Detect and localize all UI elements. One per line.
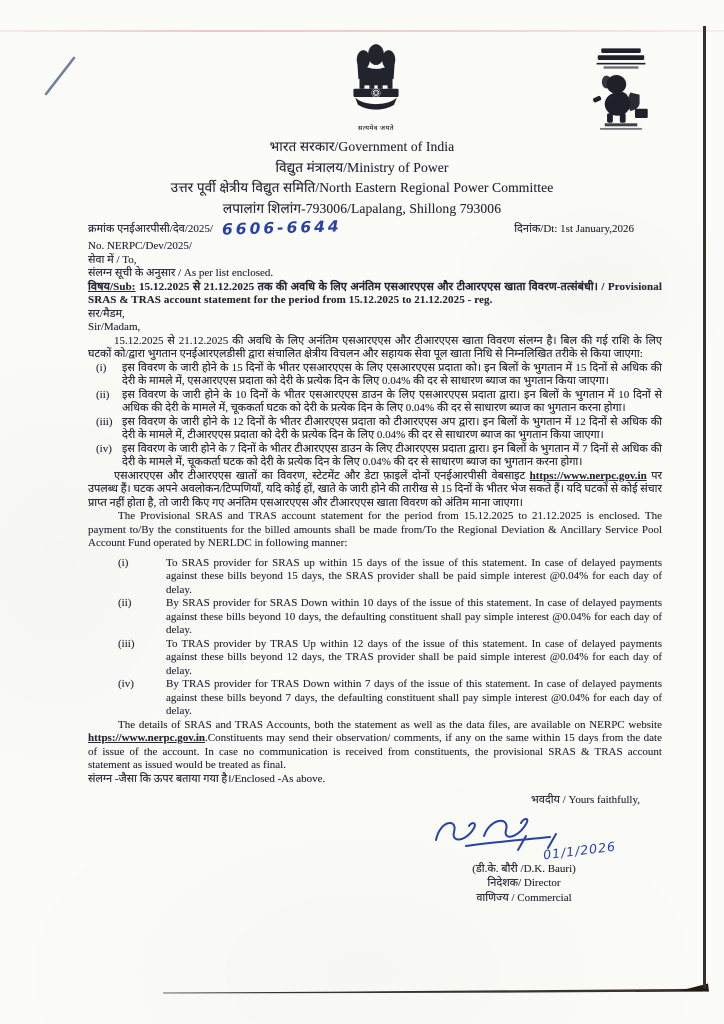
signatory-name: (डी.के. बौरी /D.K. Bauri) — [472, 862, 576, 875]
enclosure-line: संलग्न -जैसा कि ऊपर बताया गया है।/Enclosed -As above. — [88, 772, 326, 785]
list-marker: (iv) — [118, 678, 134, 690]
scan-artifact-bottom-line — [163, 982, 721, 998]
letterhead-address-line: लपालांग शिलांग-793006/Lapalang, Shillong 793006 — [222, 200, 502, 216]
english-list-item — [88, 678, 662, 719]
signature-date: 01/1/2026 — [542, 838, 617, 863]
list-marker: (i) — [96, 361, 107, 374]
english-list — [88, 557, 662, 719]
scan-artifact-right-edge — [703, 26, 706, 988]
list-marker: (i) — [118, 556, 129, 569]
list-item-text: By TRAS provider for TRAS Down within 7 days of the issue of this statement. In case of delayed payments against these bills beyond 7 days, the defaulting constituent shall pay simple interest @0.04% for each day of delay. — [166, 678, 662, 717]
emblem-motto: सत्यमेव जयते — [358, 125, 394, 132]
signatory-department: वाणिज्य / Commercial — [476, 891, 572, 904]
hindi-list-item — [88, 362, 662, 389]
english-list-item — [88, 638, 662, 679]
subject-text: 15.12.2025 से 21.12.2025 तक की अवधि के लिए अनंतिम एसआरएएस और टीआरएएस खाता विवरण-तत्संबंधी। / Provisional SRAS & TRAS account statement for the period from 15.12.2025 to 21.12.2025 - reg. — [88, 280, 662, 306]
english-intro-paragraph: The Provisional SRAS and TRAS account statement for the period from 15.12.2025 to 21.12.2025 is enclosed. The payment to/By the constituents for the billed amounts shall be made from/To the Regional Deviation & Ancillary Service Pool Account Fund operated by NERLDC in following manner: — [88, 510, 662, 549]
letterhead-ministry-line: विद्युत मंत्रालय/Ministry of Power — [275, 159, 449, 175]
letterhead-committee-line: उत्तर पूर्वी क्षेत्रीय विद्युत समिति/North Eastern Regional Power Committee — [170, 180, 554, 196]
hindi-list-item — [88, 416, 662, 443]
letterhead — [0, 137, 724, 219]
list-item-text: इस विवरण के जारी होने के 15 दिनों के भीतर एसआरएएस के लिए एसआरएएस प्रदाता को। इन बिलों के भुगतान में 15 दिनों से अधिक की देरी के मामले में, एसआरएएस प्रदाता को देरी के प्रत्येक दिन के लिए 0.04% की दर से साधारण ब्याज का भुगतान किया जाएगा। — [122, 361, 662, 387]
signature-area — [88, 794, 662, 905]
hindi-list-item — [88, 389, 662, 416]
letter-date: दिनांक/Dt: 1st January,2026 — [514, 223, 634, 235]
paragraph-text: पर उपलब्ध हैं। घटक अपने अवलोकन/टिप्पणियाँ, यदि कोई हों, खाते के जारी होने की तारीख से 15 दिनों के भीतर भेज सकते हैं। यदि घटकों से कोई संचार प्राप्त नहीं होता है, तो जारी किए गए अनंतिम एसआरएएस और टीआरएएस खाता विवरण को अंतिम माना जाएगा। — [88, 469, 662, 509]
hindi-intro-paragraph: 15.12.2025 से 21.12.2025 की अवधि के लिए अनंतिम एसआरएएस और टीआरएएस खाता विवरण संलग्न है। बिल की गई राशि के लिए घटकों को/द्वारा भुगतान एनईआरएलडीसी द्वारा संचालित क्षेत्रीय विचलन और सहायक सेवा पूल खाता निधि से निम्नलिखित तरीके से किया जाएगा: — [88, 334, 662, 360]
hindi-list-item — [88, 443, 662, 470]
reference-row — [88, 217, 662, 240]
english-list-item — [88, 557, 662, 598]
subject-label: विषय/Sub: — [88, 280, 136, 293]
handwritten-signature — [404, 810, 644, 862]
paragraph-text: .Constituents may send their observation/ comments, if any on the same within 15 days from the date of issue of the account. In case no communication is received from constituents, the provisional SRAS & TRAS account statement as issued would be treated as final. — [88, 732, 662, 771]
list-marker: (iii) — [96, 415, 113, 428]
hindi-list — [88, 362, 662, 470]
signature-block — [404, 794, 644, 905]
list-item-text: To TRAS provider by TRAS Up within 12 days of the issue of this statement. In case of delayed payments against these bills beyond 12 days, the TRAS provider shall be paid simple interest @0.04% for each day of delay. — [166, 637, 662, 677]
hindi-website-paragraph — [88, 470, 662, 511]
paragraph-text: एसआरएएस और टीआरएएस खातों का विवरण, स्टेटमेंट और डेटा फ़ाइलें दोनों एनईआरपीसी वेबसाइट — [114, 469, 530, 482]
subject-line — [88, 281, 662, 308]
reference-number-label: क्रमांक एनईआरपीसी/देव/2025/ — [88, 223, 213, 235]
nerpc-website-url: https://www.nerpc.gov.in — [529, 469, 647, 482]
pen-tick-mark — [40, 50, 84, 100]
handwritten-reference-number: 6606-6644 — [221, 217, 342, 239]
list-marker: (ii) — [118, 597, 132, 609]
list-item-text: By SRAS provider for SRAS Down within 10 days of the issue of this statement. In case of delayed payments against these bills beyond 10 days, the defaulting constituent shall pay simple interest @0.04% for each day of delay. — [166, 597, 662, 636]
list-marker: (ii) — [96, 388, 110, 401]
list-item-text: इस विवरण के जारी होने के 12 दिनों के भीतर टीआरएएस प्रदाता को टीआरएएस अप द्वारा। इन बिलों के भुगतान में 12 दिनों से अधिक की देरी के मामले में, टीआरएएस प्रदाता को देरी के प्रत्येक दिन के लिए 0.04% की दर से साधारण ब्याज का भुगतान किया जाएगा। — [122, 415, 662, 441]
india-national-emblem-icon — [330, 42, 422, 140]
list-item-text: To SRAS provider for SRAS up within 15 days of the issue of this statement. In case of delayed payments against these bills beyond 15 days, the SRAS provider shall be paid simple interest @0.04% for each day of delay. — [166, 556, 662, 596]
letter-body — [88, 217, 662, 905]
letterhead-govt-line: भारत सरकार/Government of India — [269, 139, 455, 154]
salutation-english: Sir/Madam, — [88, 321, 141, 333]
salutation-hindi: सर/मैडम, — [88, 307, 125, 320]
list-item-text: इस विवरण के जारी होने के 7 दिनों के भीतर टीआरएएस डाउन के लिए टीआरएएस प्रदाता द्वारा। इन बिलों के भुगतान में 7 दिनों से अधिक की देरी के मामले में, चूककर्ता घटक को देरी के प्रत्येक दिन के लिए 0.04% की दर से साधारण ब्याज का भुगतान करना होगा। — [122, 442, 662, 468]
list-marker: (iv) — [96, 442, 112, 455]
list-marker: (iii) — [118, 637, 135, 650]
signatory-designation: निदेशक/ Director — [487, 877, 561, 889]
list-item-text: इस विवरण के जारी होने के 10 दिनों के भीतर एसआरएएस डाउन के लिए एसआरएएस प्रदाता द्वारा। इन बिलों के भुगतान में 10 दिनों से अधिक की देरी के मामले में, चूककर्ता घटक को देरी के प्रत्येक दिन के लिए 0.04% की दर से साधारण ब्याज का भुगतान करना होगा। — [122, 388, 662, 414]
to-line: सेवा में / To, — [88, 253, 137, 266]
nerpc-website-url: https://www.nerpc.gov.in — [88, 732, 206, 744]
paragraph-text: The details of SRAS and TRAS Accounts, both the statement as well as the data files, are available on NERPC website — [118, 718, 662, 731]
valediction: भवदीय / Yours faithfully, — [531, 794, 640, 806]
campaign-mascot-logo-icon — [586, 46, 656, 132]
reference-number-english: No. NERPC/Dev/2025/ — [88, 240, 192, 252]
scan-artifact-top-line — [0, 30, 724, 32]
english-closing-paragraph — [88, 719, 662, 773]
english-list-item — [88, 597, 662, 638]
addressee-line: संलग्न सूची के अनुसार / As per list enclosed. — [88, 267, 274, 279]
